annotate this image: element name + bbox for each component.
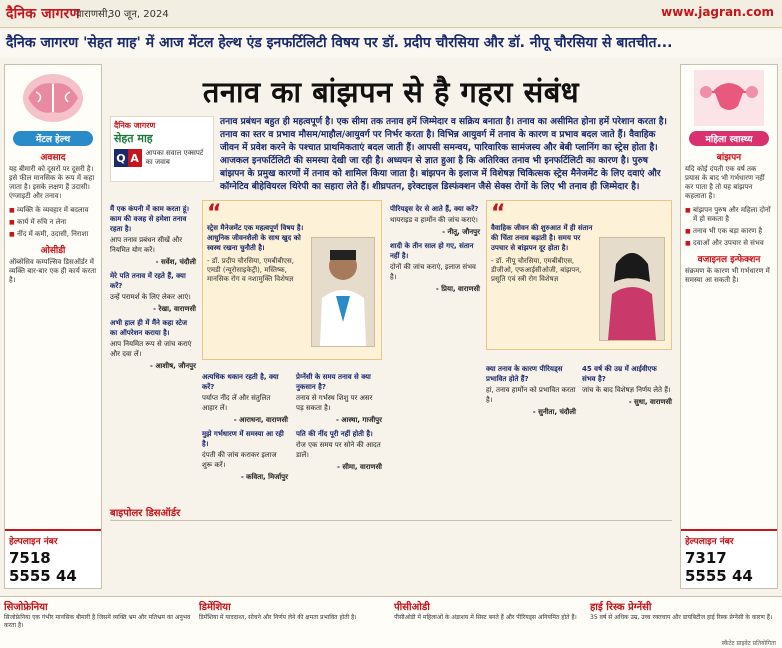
doctor-photo [311,237,375,347]
expert-name: - डॉ. नीपू चौरसिया, एमबीबीएस, डीजीओ, एफआईसीओजी, बांझपन, प्रसूति एवं स्त्री रोग विशेषज्ञ [491,257,582,283]
answer: हां, तनाव हार्मोन को प्रभावित करता है। [486,386,576,404]
bottom-title: पीसीओडी [394,602,430,613]
asker: - सुधा, वाराणसी [628,398,672,406]
expert-quote: स्ट्रेस मैनेजमेंट एक महत्वपूर्ण विषय है। आधुनिक जीवनशैली के साथ खुद को स्वस्थ रखना चुनौती है। [207,224,304,252]
sehat-mah-qa-logo [110,116,214,182]
qa-column-4 [390,200,480,294]
q-icon: Q [114,149,128,167]
bottom-cell-dementia [195,597,390,648]
answer: दंपती की जांच कराकर इलाज शुरू करें। [202,451,277,469]
website-link[interactable]: www.jagran.com [661,5,774,19]
bottom-text: सिजोफ्रेनिया एक गंभीर मानसिक बीमारी है जिसमें व्यक्ति भ्रम और मतिभ्रम का अनुभव करता है। [4,614,191,629]
edition-city: वाराणसी, [76,9,111,20]
infection-text: संक्रमण के कारण भी गर्भधारण में समस्या आ सकती है। [685,267,770,284]
bottom-text: पीसीओडी में महिलाओं के अंडाशय में सिस्ट बनते हैं और पीरियड्स अनियमित होते हैं। [394,614,577,621]
mental-health-tag: मेंटल हेल्थ [13,131,93,146]
helpline-title: हेल्पलाइन नंबर [685,537,734,547]
qa-column-1 [110,200,196,371]
asker: - आशीष, जौनपुर [150,362,196,370]
expert-card-pradeep [202,200,382,360]
asker: - आराधना, वाराणसी [233,416,288,424]
answer: दोनों की जांच कराएं, इलाज संभव है। [390,263,476,281]
answer: आप नियमित रूप से जांच कराएं और दवा लें। [110,340,192,358]
uterus-illustration [681,65,777,131]
asker: - सर्वेश, चंदौली [155,258,196,266]
asker: - कविता, मिर्जापुर [240,473,288,481]
bottom-title: डिमेंशिया [199,602,231,613]
intro-section [110,116,672,190]
expert-quote: वैवाहिक जीवन की शुरुआत में ही संतान की चिंता तनाव बढ़ाती है। समय पर उपचार से बांझपन दूर होता है। [491,224,593,252]
bottom-cell-schizophrenia [0,597,195,648]
question: अत्यधिक थकान रहती है, क्या करें? [202,373,279,391]
answer: तनाव से गर्भस्थ शिशु पर असर पड़ सकता है। [296,394,373,412]
helpline-number[interactable]: 7317 5555 44 [685,549,753,585]
a-icon: A [128,149,142,167]
answer: उन्हें परामर्श के लिए लेकर आएं। [110,293,191,301]
ocd-text: ऑब्सेसिव कम्पल्सिव डिसऑर्डर में व्यक्ति बार-बार एक ही कार्य करता है। [9,258,97,284]
list-item: ■ तनाव भी एक बड़ा कारण है [685,227,773,236]
question: प्रेग्नेंसी के समय तनाव से क्या नुकसान है? [296,373,371,391]
divider [110,520,672,521]
credit-line: स्कैटेट प्राइवेट प्रतियोगिता [721,640,776,647]
asker: - प्रिया, वाराणसी [435,285,480,293]
question: पति की नींद पूरी नहीं होती है। [296,430,373,438]
answer: पर्याप्त नींद लें और संतुलित आहार लें। [202,394,271,412]
qa-grid [110,200,672,500]
newspaper-logo: दैनिक जागरण [6,6,80,22]
qa-column-6 [582,360,672,407]
right-sidebar [680,64,778,589]
brain-illustration [5,65,101,131]
answer: थायराइड व हार्मोन की जांच कराएं। [390,216,478,224]
ocd-heading: ओसीडी [40,246,66,256]
infertility-text: यदि कोई दंपती एक वर्ष तक प्रयास के बाद भी गर्भधारण नहीं कर पाता है तो यह बांझपन कहलाता है। [685,165,765,200]
asker: - रेखा, वाराणसी [153,305,196,313]
answer: रोज एक समय पर सोने की आदत डालें। [296,441,381,459]
quote-icon: “ [491,201,506,226]
answer: जांच के बाद विशेषज्ञ निर्णय लेते हैं। [582,386,671,394]
helpline-title: हेल्पलाइन नंबर [9,537,58,547]
qa-logo-paper: दैनिक जागरण [114,121,156,130]
qa-column-5 [486,360,576,417]
question: शादी के तीन साल हो गए, संतान नहीं है। [390,242,474,260]
question: अभी हाल ही में मैंने कहा स्टेज का ऑपरेशन कराया है। [110,319,188,337]
edition-date: 30 जून, 2024 [108,9,169,20]
depression-heading: अवसाद [40,153,66,163]
bipolar-heading: बाइपोलर डिसऑर्डर [110,508,181,519]
bottom-title: सिजोफ्रेनिया [4,602,48,613]
women-health-tag: महिला स्वास्थ्य [689,131,769,146]
left-helpline [5,529,101,588]
bottom-text: डिमेंशिया में याददाश्त, सोचने और निर्णय लेने की क्षमता प्रभावित होती है। [199,614,357,621]
left-sidebar [4,64,102,589]
depression-text: यह बीमारी को दूसरों पर दूसरी है। इसे फील मानसिक के रूप में कहा जाता है। इसके लक्षण हैं उदासी। एंग्जाइटी और तनाव। [9,165,95,200]
asker: - सीमा, वाराणसी [337,463,382,471]
right-helpline [681,529,777,588]
asker: - सुनीता, चंदौली [532,408,576,416]
asker: - नीतू, जौनपुर [442,228,480,236]
asker: - आस्था, गाजीपुर [335,416,382,424]
expert-card-neepu [486,200,672,350]
answer: आप तनाव प्रबंधन सीखें और नियमित योग करें। [110,236,183,254]
bottom-strip [0,596,782,648]
infertility-points [681,206,777,248]
list-item: ■ नींद में कमी, उदासी, निराशा [9,230,97,239]
question: पीरियड्स देर से आते हैं, क्या करें? [390,205,479,213]
question: क्या तनाव के कारण पीरियड्स प्रभावित होते हैं? [486,365,563,383]
list-item: ■ दवाओं और उपचार से संभव [685,239,773,248]
question: मैं एक कंपनी में काम करता हूं। काम की वजह से हमेशा तनाव रहता है। [110,205,190,233]
depression-points [5,206,101,239]
kicker-line: दैनिक जागरण 'सेहत माह' में आज मेंटल हेल्थ एंड इनफर्टिलिटी विषय पर डॉ. प्रदीप चौरसिया और डॉ. नीपू चौरसिया से बातचीत... [0,30,782,58]
bottom-text: 35 वर्ष से अधिक उम्र, उच्च रक्तचाप और डायबिटीज हाई रिस्क प्रेग्नेंसी के कारण हैं। [590,614,773,621]
list-item: ■ व्यक्ति के व्यवहार में बदलाव [9,206,97,215]
infertility-heading: बांझपन [716,153,742,163]
main-headline: तनाव का बांझपन से है गहरा संबंध [202,75,580,109]
question: 45 वर्ष की उम्र में आईवीएफ संभव है? [582,365,657,383]
bottom-cell-pcod [390,597,586,648]
expert-name: - डॉ. प्रदीप चौरसिया, एमबीबीएस, एमडी (न्यूरोसाइकेट्री), मस्तिष्क, मानसिक रोग व नशामुक्ति विशेषज्ञ [207,257,294,283]
quote-icon: “ [207,201,222,226]
question: मेरे पति तनाव में रहते हैं, क्या करें? [110,272,186,290]
list-item: ■ बांझपन पुरुष और महिला दोनों में हो सकता है [685,206,773,224]
qa-column-2 [202,368,288,482]
list-item: ■ कार्य में रुचि न लेना [9,218,97,227]
infection-heading: वजाइनल इन्फेक्शन [697,255,761,265]
qa-column-3 [296,368,382,472]
question: मुझे गर्भधारण में समस्या आ रही है। [202,430,284,448]
bottom-title: हाई रिस्क प्रेग्नेंसी [590,602,652,613]
masthead [0,0,782,28]
intro-paragraph: तनाव प्रबंधन बहुत ही महत्वपूर्ण है। एक सीमा तक तनाव हमें जिम्मेदार व सक्रिय बनाता है। तनाव का असीमित होना हमें परेशान करता है। तनाव का स्तर व प्रभाव मौसम/माहौल/आयुवर्ग पर निर्भर करता है। विभिन्न आयुवर्ग में तनाव के कारण व प्रभाव बदल जाते हैं। वैवाहिक जीवन में प्रवेश करने के पश्चात प्राथमिकताएं बदल जाती हैं। आपसी समन्वय, पारिवारिक सामंजस्य और बेबी प्लानिंग का स्ट्रेस होता है। आजकल इनफर्टिलिटी की समस्या देखी जा रही है। अध्ययन से ज्ञात हुआ है कि अतिरिक्त तनाव भी इनफर्टिलिटी का कारण है। पुरुष बांझपन के प्रमुख कारणों में तनाव को शामिल किया जाता है। बांझपन के इलाज में विशेषज्ञ चिकित्सक स्ट्रेस मैनेजमेंट के लिए दवाएं और कॉग्नेटिव बीहेवियरल थिरेपी का सहारा लेते हैं। शीघ्रपतन, इरेक्टाइल डिस्फंक्शन जैसे सेक्स रोगों के लिए भी तनाव ही जिम्मेदार है। [220,117,667,192]
qa-logo-brand: सेहत माह [114,132,153,145]
helpline-number[interactable]: 7518 5555 44 [9,549,77,585]
doctor-photo [599,237,665,341]
qa-tagline: आपका सवाल एक्सपर्ट का जवाब [145,149,204,166]
